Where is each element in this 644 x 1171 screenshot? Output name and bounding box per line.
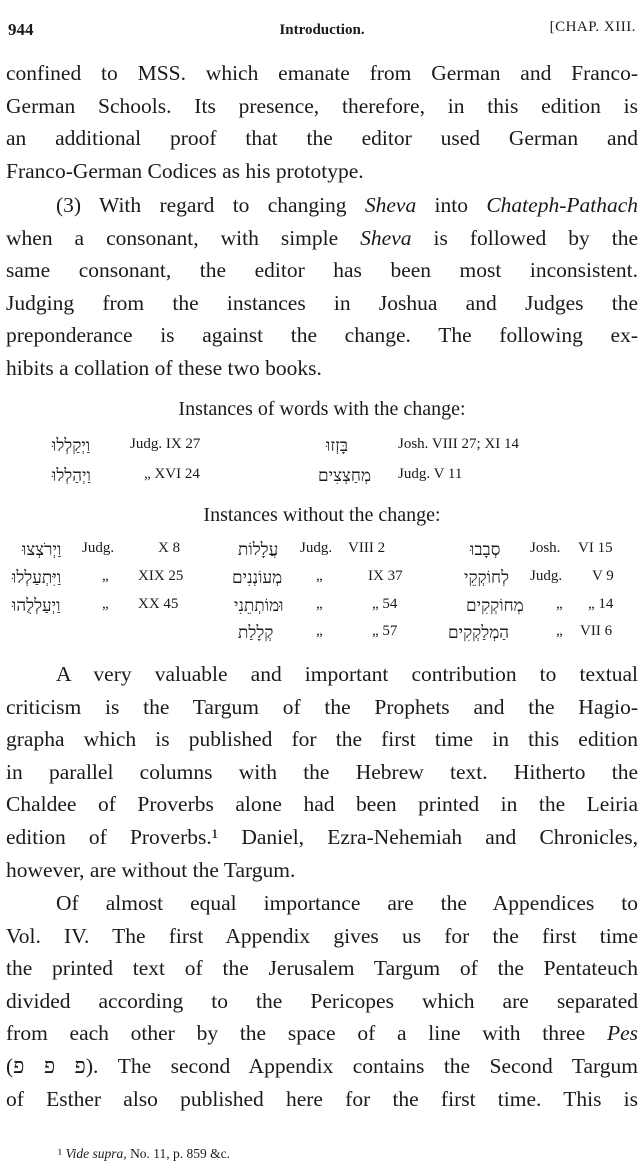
book-abbrev: „ — [316, 623, 323, 639]
text-line: hibits a collation of these two books. — [6, 355, 322, 380]
paragraph-appendices — [6, 887, 638, 1115]
hebrew-word: מְחַצְצִים — [318, 466, 372, 486]
table-row — [0, 623, 644, 653]
book-abbrev: „ — [102, 568, 109, 584]
text-line: from each other by the space of a line with three Pes — [6, 1021, 638, 1046]
reference: „ XVI 24 — [144, 466, 200, 482]
table-caption-with-change: Instances of words with the change: — [178, 398, 466, 420]
text-line: however, are without the Targum. — [6, 857, 296, 882]
chapter-verse: XIX 25 — [138, 568, 184, 584]
text-line: the printed text of the Jerusalem Targum of the Pentateuch — [6, 956, 638, 981]
running-title: Introduction. — [279, 22, 365, 38]
footnote-text: No. 11, p. 859 &c. — [126, 1146, 231, 1161]
footnote-vide: Vide supra, — [65, 1146, 127, 1161]
text-line: in parallel columns with the Hebrew text. Hitherto the — [6, 759, 638, 784]
book-abbrev: „ — [556, 623, 563, 639]
hebrew-word: וַיִּתְעַלְלוּ — [12, 568, 62, 588]
chapter-label: [CHAP. XIII. — [549, 19, 636, 35]
text-line: (פ פ פ). The second Appendix contains the Second Targum — [6, 1053, 638, 1078]
chapter-verse: X 8 — [158, 540, 181, 556]
hebrew-word: וַיְעַלְלֻהוּ — [12, 596, 61, 616]
chapter-verse: XX 45 — [138, 596, 179, 612]
paragraph-targum — [6, 658, 638, 886]
text-line: preponderance is against the change. The following ex- — [6, 323, 638, 348]
text-line: when a consonant, with simple Sheva is followed by the — [6, 225, 638, 250]
book-abbrev: Judg. — [300, 540, 333, 556]
hebrew-word: בָּזְזוּ — [326, 436, 349, 456]
text-line: criticism is the Targum of the Prophets and the Hagio- — [6, 694, 638, 719]
reference: Judg. V 11 — [398, 466, 463, 482]
book-abbrev: „ — [316, 568, 323, 584]
text-line: German Schools. Its presence, therefore, in this edition is — [6, 93, 638, 118]
book-abbrev: „ — [316, 596, 323, 612]
chapter-verse: VII 6 — [580, 623, 613, 639]
book-abbrev: Judg. — [530, 568, 563, 584]
paragraph-continued — [6, 57, 638, 187]
paragraph-sheva — [6, 189, 638, 385]
text-line: an additional proof that the editor used German and — [6, 126, 638, 151]
table-row — [0, 540, 644, 570]
chapter-verse: „ 57 — [372, 623, 398, 639]
text-line: (3) With regard to changing Sheva into Chateph-Pathach — [56, 193, 638, 217]
text-line: Franco-German Codices as his prototype. — [6, 158, 364, 183]
book-abbrev: Judg. — [82, 540, 115, 556]
chapter-verse: IX 37 — [368, 568, 403, 584]
table-row — [0, 596, 644, 626]
hebrew-word: לְחוֹקְקֵי — [464, 568, 510, 588]
hebrew-word: עֲלָלוֹת — [238, 540, 279, 560]
hebrew-word: וַיְקַלְלוּ — [52, 436, 91, 456]
book-abbrev: Josh. — [530, 540, 561, 556]
chapter-verse: VIII 2 — [348, 540, 386, 556]
hebrew-word: קְלָלַת — [238, 623, 274, 643]
text-line: edition of Proverbs.¹ Daniel, Ezra-Nehemiah and Chronicles, — [6, 824, 638, 849]
reference: Judg. IX 27 — [130, 436, 201, 452]
hebrew-word: הַמְלַקְקִים — [448, 623, 510, 643]
footnote-marker: ¹ — [58, 1146, 66, 1161]
text-line: confined to MSS. which emanate from German and Franco- — [6, 61, 638, 85]
hebrew-word: מְחוֹקְקִים — [466, 596, 524, 616]
text-line: same consonant, the editor has been most inconsistent. — [6, 258, 638, 283]
chapter-verse: „ 14 — [588, 596, 614, 612]
text-line: grapha which is published for the first time in this edition — [6, 727, 638, 752]
footnote — [58, 1146, 230, 1162]
table-row — [0, 466, 644, 496]
text-line: of Esther also published here for the first time. This is — [6, 1086, 638, 1111]
text-line: Judging from the instances in Joshua and Judges the — [6, 290, 638, 315]
chapter-verse: V 9 — [592, 568, 614, 584]
table-row — [0, 436, 644, 466]
text-line: divided according to the Pericopes which are separated — [6, 988, 638, 1013]
chapter-verse: VI 15 — [578, 540, 613, 556]
hebrew-word: סְבָבוּ — [470, 540, 501, 560]
table-row — [0, 568, 644, 598]
chapter-verse: „ 54 — [372, 596, 398, 612]
book-abbrev: „ — [102, 596, 109, 612]
book-abbrev: „ — [556, 596, 563, 612]
text-line: Vol. IV. The first Appendix gives us for the first time — [6, 923, 638, 948]
text-line: Chaldee of Proverbs alone had been printed in the Leiria — [6, 792, 638, 817]
hebrew-word: וַיְהַלְלוּ — [52, 466, 91, 486]
reference: Josh. VIII 27; XI 14 — [398, 436, 519, 452]
page-header — [8, 16, 636, 46]
hebrew-word: מְעוֹנְנִים — [232, 568, 283, 588]
text-line: A very valuable and important contribution to textual — [56, 662, 638, 686]
page-number: 944 — [8, 20, 34, 39]
hebrew-word: וּמוֹתְתֵנִי — [234, 596, 284, 616]
text-line: Of almost equal importance are the Appendices to — [56, 891, 638, 915]
hebrew-word: וַיְרֹצְצוּ — [22, 540, 62, 560]
table-caption-without-change: Instances without the change: — [203, 504, 441, 526]
